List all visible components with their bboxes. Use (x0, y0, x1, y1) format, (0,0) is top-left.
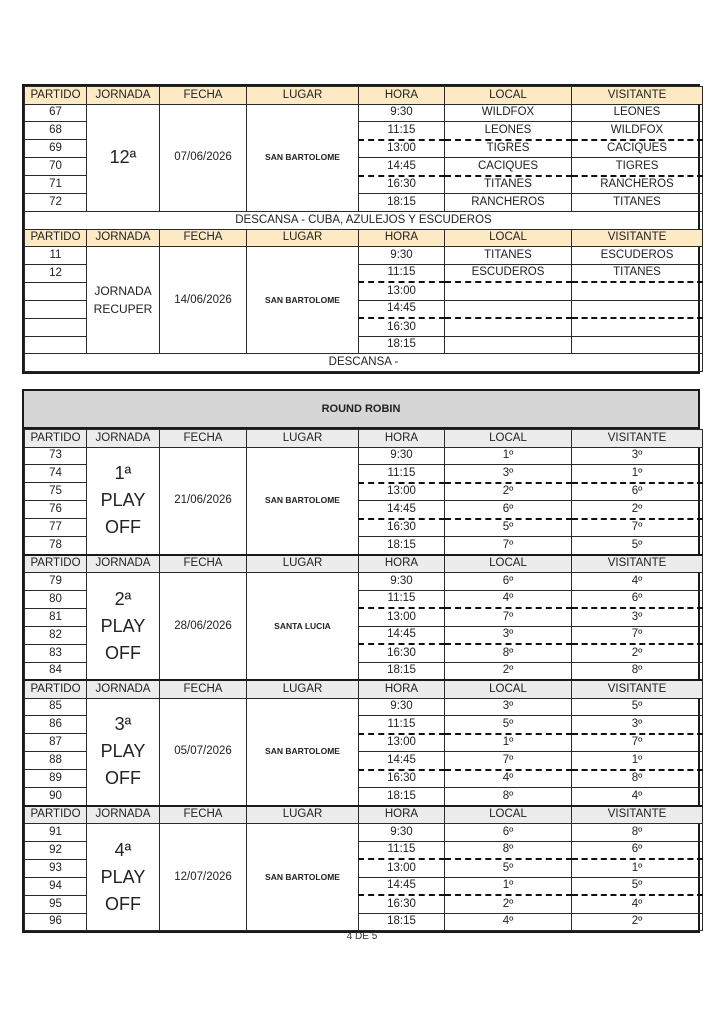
fecha-cell: 07/06/2026 (160, 104, 247, 211)
lugar-cell: SAN BARTOLOME (247, 698, 359, 806)
column-header-fecha: FECHA (160, 806, 247, 824)
partido-cell: 80 (25, 590, 87, 608)
jornada-label: OFF (105, 517, 141, 537)
column-header-fecha: FECHA (160, 555, 247, 573)
visitante-cell: 3º (572, 608, 703, 626)
partido-cell: 89 (25, 770, 87, 788)
local-cell: 5º (445, 859, 572, 877)
jornada-cell (87, 824, 160, 931)
hora-cell: 18:15 (359, 662, 445, 680)
jornada-label: 3ª (114, 714, 132, 734)
local-cell: 2º (445, 483, 572, 501)
column-header-jornada: JORNADA (87, 87, 160, 105)
partido-cell: 68 (25, 122, 87, 140)
partido-cell (25, 300, 87, 318)
hora-cell: 18:15 (359, 336, 445, 354)
header-row (25, 806, 703, 824)
column-header-local: LOCAL (445, 555, 572, 573)
partido-cell: 83 (25, 644, 87, 662)
descansa-row (25, 354, 703, 372)
hora-cell: 13:00 (359, 140, 445, 158)
column-header-local: LOCAL (445, 87, 572, 105)
partido-cell: 82 (25, 626, 87, 644)
jornada-cell (87, 447, 160, 555)
hora-cell: 13:00 (359, 483, 445, 501)
visitante-cell: 7º (572, 519, 703, 537)
local-cell: 5º (445, 716, 572, 734)
jornada-label: 4ª (114, 839, 132, 860)
partido-cell: 91 (25, 824, 87, 842)
visitante-cell: CACIQUES (572, 140, 703, 158)
schedule-table-round-robin (24, 429, 703, 931)
partido-cell: 77 (25, 519, 87, 537)
visitante-cell: 6º (572, 590, 703, 608)
hora-cell: 18:15 (359, 194, 445, 212)
visitante-cell: TITANES (572, 194, 703, 212)
visitante-cell: 5º (572, 877, 703, 895)
hora-cell: 14:45 (359, 626, 445, 644)
partido-cell (25, 282, 87, 300)
jornada-cell (87, 104, 160, 211)
column-header-lugar: LUGAR (247, 680, 359, 698)
column-header-hora: HORA (359, 229, 445, 247)
visitante-cell: 2º (572, 913, 703, 931)
local-cell: RANCHEROS (445, 194, 572, 212)
schedule-table-regular (24, 86, 703, 372)
column-header-visitante: VISITANTE (572, 806, 703, 824)
partido-cell: 73 (25, 447, 87, 465)
match-row (25, 573, 703, 591)
partido-cell: 67 (25, 104, 87, 122)
lugar-cell: SAN BARTOLOME (247, 247, 359, 354)
visitante-cell: TITANES (572, 264, 703, 282)
visitante-cell: 3º (572, 447, 703, 465)
column-header-local: LOCAL (445, 806, 572, 824)
local-cell: 7º (445, 752, 572, 770)
column-header-partido: PARTIDO (25, 680, 87, 698)
column-header-visitante: VISITANTE (572, 87, 703, 105)
local-cell: 7º (445, 537, 572, 555)
hora-cell: 16:30 (359, 519, 445, 537)
header-row (25, 680, 703, 698)
local-cell: 4º (445, 590, 572, 608)
hora-cell: 11:15 (359, 465, 445, 483)
jornada-label: PLAY (100, 741, 146, 761)
visitante-cell: 8º (572, 824, 703, 842)
partido-cell: 70 (25, 158, 87, 176)
hora-cell: 9:30 (359, 824, 445, 842)
visitante-cell: TIGRES (572, 158, 703, 176)
hora-cell: 9:30 (359, 573, 445, 591)
visitante-cell: 5º (572, 698, 703, 716)
visitante-cell: 2º (572, 644, 703, 662)
partido-cell: 88 (25, 752, 87, 770)
jornada-label: RECUPER (93, 302, 153, 316)
hora-cell: 16:30 (359, 644, 445, 662)
header-row (25, 430, 703, 448)
column-header-fecha: FECHA (160, 87, 247, 105)
hora-cell: 11:15 (359, 264, 445, 282)
local-cell: TITANES (445, 247, 572, 265)
local-cell: LEONES (445, 122, 572, 140)
local-cell: 8º (445, 788, 572, 806)
visitante-cell (572, 318, 703, 336)
visitante-cell: WILDFOX (572, 122, 703, 140)
partido-cell: 85 (25, 698, 87, 716)
hora-cell: 9:30 (359, 698, 445, 716)
column-header-lugar: LUGAR (247, 555, 359, 573)
match-row (25, 698, 703, 716)
local-cell: 4º (445, 770, 572, 788)
hora-cell: 16:30 (359, 770, 445, 788)
jornada-label: PLAY (100, 490, 146, 510)
column-header-jornada: JORNADA (87, 680, 160, 698)
lugar-cell: SANTA LUCIA (247, 573, 359, 681)
visitante-cell: 4º (572, 788, 703, 806)
visitante-cell: ESCUDEROS (572, 247, 703, 265)
visitante-cell: 8º (572, 770, 703, 788)
visitante-cell: 1º (572, 465, 703, 483)
visitante-cell (572, 300, 703, 318)
column-header-hora: HORA (359, 430, 445, 448)
hora-cell: 11:15 (359, 841, 445, 859)
visitante-cell (572, 282, 703, 300)
visitante-cell: 2º (572, 501, 703, 519)
header-row (25, 229, 703, 247)
column-header-visitante: VISITANTE (572, 680, 703, 698)
hora-cell: 13:00 (359, 608, 445, 626)
visitante-cell: 4º (572, 573, 703, 591)
partido-cell: 95 (25, 895, 87, 913)
local-cell: WILDFOX (445, 104, 572, 122)
hora-cell: 9:30 (359, 247, 445, 265)
partido-cell: 94 (25, 877, 87, 895)
local-cell: 3º (445, 698, 572, 716)
hora-cell: 14:45 (359, 300, 445, 318)
local-cell: 1º (445, 734, 572, 752)
fecha-cell: 05/07/2026 (160, 698, 247, 806)
local-cell: TITANES (445, 176, 572, 194)
visitante-cell: 1º (572, 859, 703, 877)
jornada-label: PLAY (100, 615, 146, 636)
partido-cell: 86 (25, 716, 87, 734)
jornada-label: OFF (105, 642, 141, 663)
descansa-text: DESCANSA - CUBA, AZULEJOS Y ESCUDEROS (25, 211, 703, 229)
match-row (25, 447, 703, 465)
partido-cell: 78 (25, 537, 87, 555)
jornada-cell (87, 698, 160, 806)
local-cell: 2º (445, 662, 572, 680)
column-header-partido: PARTIDO (25, 806, 87, 824)
descansa-text: DESCANSA - (25, 354, 703, 372)
jornada-cell (87, 573, 160, 681)
fecha-cell: 21/06/2026 (160, 447, 247, 555)
jornada-label: OFF (105, 893, 141, 914)
partido-cell: 84 (25, 662, 87, 680)
local-cell: 3º (445, 626, 572, 644)
visitante-cell: 6º (572, 483, 703, 501)
partido-cell: 72 (25, 194, 87, 212)
visitante-cell: 7º (572, 626, 703, 644)
column-header-partido: PARTIDO (25, 430, 87, 448)
partido-cell: 71 (25, 176, 87, 194)
column-header-hora: HORA (359, 680, 445, 698)
hora-cell: 13:00 (359, 282, 445, 300)
column-header-hora: HORA (359, 806, 445, 824)
hora-cell: 14:45 (359, 501, 445, 519)
column-header-lugar: LUGAR (247, 229, 359, 247)
visitante-cell: 8º (572, 662, 703, 680)
local-cell: 5º (445, 519, 572, 537)
visitante-cell: 4º (572, 895, 703, 913)
partido-cell: 87 (25, 734, 87, 752)
local-cell: 7º (445, 608, 572, 626)
local-cell: CACIQUES (445, 158, 572, 176)
column-header-fecha: FECHA (160, 680, 247, 698)
local-cell: 2º (445, 895, 572, 913)
partido-cell (25, 336, 87, 354)
column-header-visitante: VISITANTE (572, 555, 703, 573)
match-row (25, 824, 703, 842)
column-header-lugar: LUGAR (247, 430, 359, 448)
column-header-local: LOCAL (445, 229, 572, 247)
column-header-lugar: LUGAR (247, 87, 359, 105)
hora-cell: 14:45 (359, 158, 445, 176)
jornada-label: 2ª (114, 588, 132, 609)
visitante-cell: 7º (572, 734, 703, 752)
partido-cell: 74 (25, 465, 87, 483)
local-cell (445, 300, 572, 318)
jornada-label: PLAY (100, 866, 146, 887)
hora-cell: 18:15 (359, 788, 445, 806)
local-cell: TIGRES (445, 140, 572, 158)
jornada-cell (87, 247, 160, 354)
hora-cell: 11:15 (359, 590, 445, 608)
partido-cell: 12 (25, 264, 87, 282)
header-row (25, 87, 703, 105)
local-cell (445, 282, 572, 300)
lugar-cell: SAN BARTOLOME (247, 447, 359, 555)
local-cell (445, 318, 572, 336)
hora-cell: 16:30 (359, 318, 445, 336)
local-cell: 6º (445, 501, 572, 519)
column-header-lugar: LUGAR (247, 806, 359, 824)
column-header-fecha: FECHA (160, 229, 247, 247)
jornada-label: 1ª (114, 463, 132, 483)
fecha-cell: 12/07/2026 (160, 824, 247, 931)
schedule-block-regular (22, 84, 700, 374)
local-cell: 6º (445, 824, 572, 842)
jornada-number: 12ª (109, 147, 137, 167)
partido-cell: 79 (25, 573, 87, 591)
schedule-block-round-robin (22, 389, 700, 933)
hora-cell: 13:00 (359, 859, 445, 877)
column-header-jornada: JORNADA (87, 555, 160, 573)
visitante-cell (572, 336, 703, 354)
column-header-hora: HORA (359, 555, 445, 573)
local-cell: ESCUDEROS (445, 264, 572, 282)
hora-cell: 16:30 (359, 895, 445, 913)
partido-cell: 96 (25, 913, 87, 931)
hora-cell: 11:15 (359, 716, 445, 734)
visitante-cell: 1º (572, 752, 703, 770)
hora-cell: 14:45 (359, 752, 445, 770)
hora-cell: 9:30 (359, 447, 445, 465)
visitante-cell: LEONES (572, 104, 703, 122)
page-number: 4 DE 5 (346, 931, 378, 942)
hora-cell: 11:15 (359, 122, 445, 140)
jornada-label: JORNADA (94, 284, 152, 298)
fecha-cell: 14/06/2026 (160, 247, 247, 354)
local-cell: 8º (445, 644, 572, 662)
partido-cell (25, 318, 87, 336)
local-cell: 1º (445, 447, 572, 465)
visitante-cell: RANCHEROS (572, 176, 703, 194)
hora-cell: 14:45 (359, 877, 445, 895)
hora-cell: 18:15 (359, 537, 445, 555)
column-header-fecha: FECHA (160, 430, 247, 448)
hora-cell: 9:30 (359, 104, 445, 122)
column-header-local: LOCAL (445, 430, 572, 448)
partido-cell: 90 (25, 788, 87, 806)
column-header-hora: HORA (359, 87, 445, 105)
match-row (25, 247, 703, 265)
column-header-partido: PARTIDO (25, 229, 87, 247)
descansa-row (25, 211, 703, 229)
partido-cell: 11 (25, 247, 87, 265)
hora-cell: 18:15 (359, 913, 445, 931)
column-header-partido: PARTIDO (25, 87, 87, 105)
visitante-cell: 3º (572, 716, 703, 734)
visitante-cell: 5º (572, 537, 703, 555)
column-header-local: LOCAL (445, 680, 572, 698)
column-header-visitante: VISITANTE (572, 430, 703, 448)
local-cell: 8º (445, 841, 572, 859)
fecha-cell: 28/06/2026 (160, 573, 247, 681)
round-robin-title: ROUND ROBIN (24, 391, 698, 429)
local-cell (445, 336, 572, 354)
column-header-partido: PARTIDO (25, 555, 87, 573)
hora-cell: 16:30 (359, 176, 445, 194)
match-row (25, 104, 703, 122)
lugar-cell: SAN BARTOLOME (247, 824, 359, 931)
partido-cell: 76 (25, 501, 87, 519)
partido-cell: 93 (25, 859, 87, 877)
local-cell: 6º (445, 573, 572, 591)
jornada-label: OFF (105, 768, 141, 788)
hora-cell: 13:00 (359, 734, 445, 752)
column-header-jornada: JORNADA (87, 229, 160, 247)
partido-cell: 75 (25, 483, 87, 501)
local-cell: 3º (445, 465, 572, 483)
lugar-cell: SAN BARTOLOME (247, 104, 359, 211)
local-cell: 1º (445, 877, 572, 895)
partido-cell: 69 (25, 140, 87, 158)
partido-cell: 92 (25, 841, 87, 859)
local-cell: 4º (445, 913, 572, 931)
column-header-jornada: JORNADA (87, 430, 160, 448)
column-header-visitante: VISITANTE (572, 229, 703, 247)
visitante-cell: 6º (572, 841, 703, 859)
column-header-jornada: JORNADA (87, 806, 160, 824)
header-row (25, 555, 703, 573)
partido-cell: 81 (25, 608, 87, 626)
